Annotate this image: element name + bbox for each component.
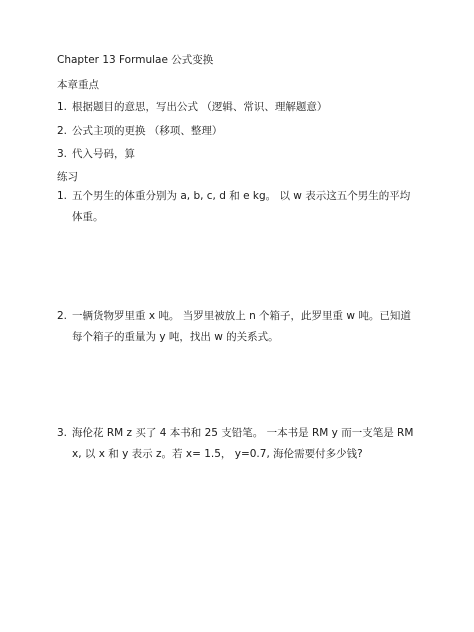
question-text: 海伦花 RM z 买了 4 本书和 25 支铅笔。 一本书是 RM y 而一支笔是 RM x, 以 x 和 y 表示 z。若 x= 1.5， y=0.7, 海伦需要付多少钱?	[72, 427, 414, 460]
practice-question	[57, 423, 417, 465]
key-point-number: 3.	[57, 148, 68, 160]
key-point-text: 根据题目的意思，写出公式 （逻辑、常识、理解题意）	[72, 101, 328, 113]
key-point-item	[57, 121, 427, 142]
key-point-text: 代入号码，算	[72, 148, 135, 160]
question-number: 1.	[57, 190, 68, 202]
key-point-number: 1.	[57, 101, 68, 113]
practice-question	[57, 186, 417, 228]
question-number: 2.	[57, 310, 68, 322]
key-point-item	[57, 144, 427, 165]
key-point-text: 公式主项的更换 （移项、整理）	[72, 125, 223, 137]
key-points-heading: 本章重点	[57, 79, 99, 91]
question-text: 一辆货物罗里重 x 吨。 当罗里被放上 n 个箱子，此罗里重 w 吨。已知道每个箱子的重量为 y 吨，找出 w 的关系式。	[72, 310, 411, 343]
page-title: Chapter 13 Formulae 公式变换	[57, 54, 214, 66]
practice-heading: 练习	[57, 171, 78, 183]
question-number: 3.	[57, 427, 68, 439]
practice-question	[57, 306, 417, 348]
key-point-item	[57, 97, 427, 118]
question-text: 五个男生的体重分别为 a, b, c, d 和 e kg。 以 w 表示这五个男生的平均体重。	[72, 190, 411, 223]
key-point-number: 2.	[57, 125, 68, 137]
